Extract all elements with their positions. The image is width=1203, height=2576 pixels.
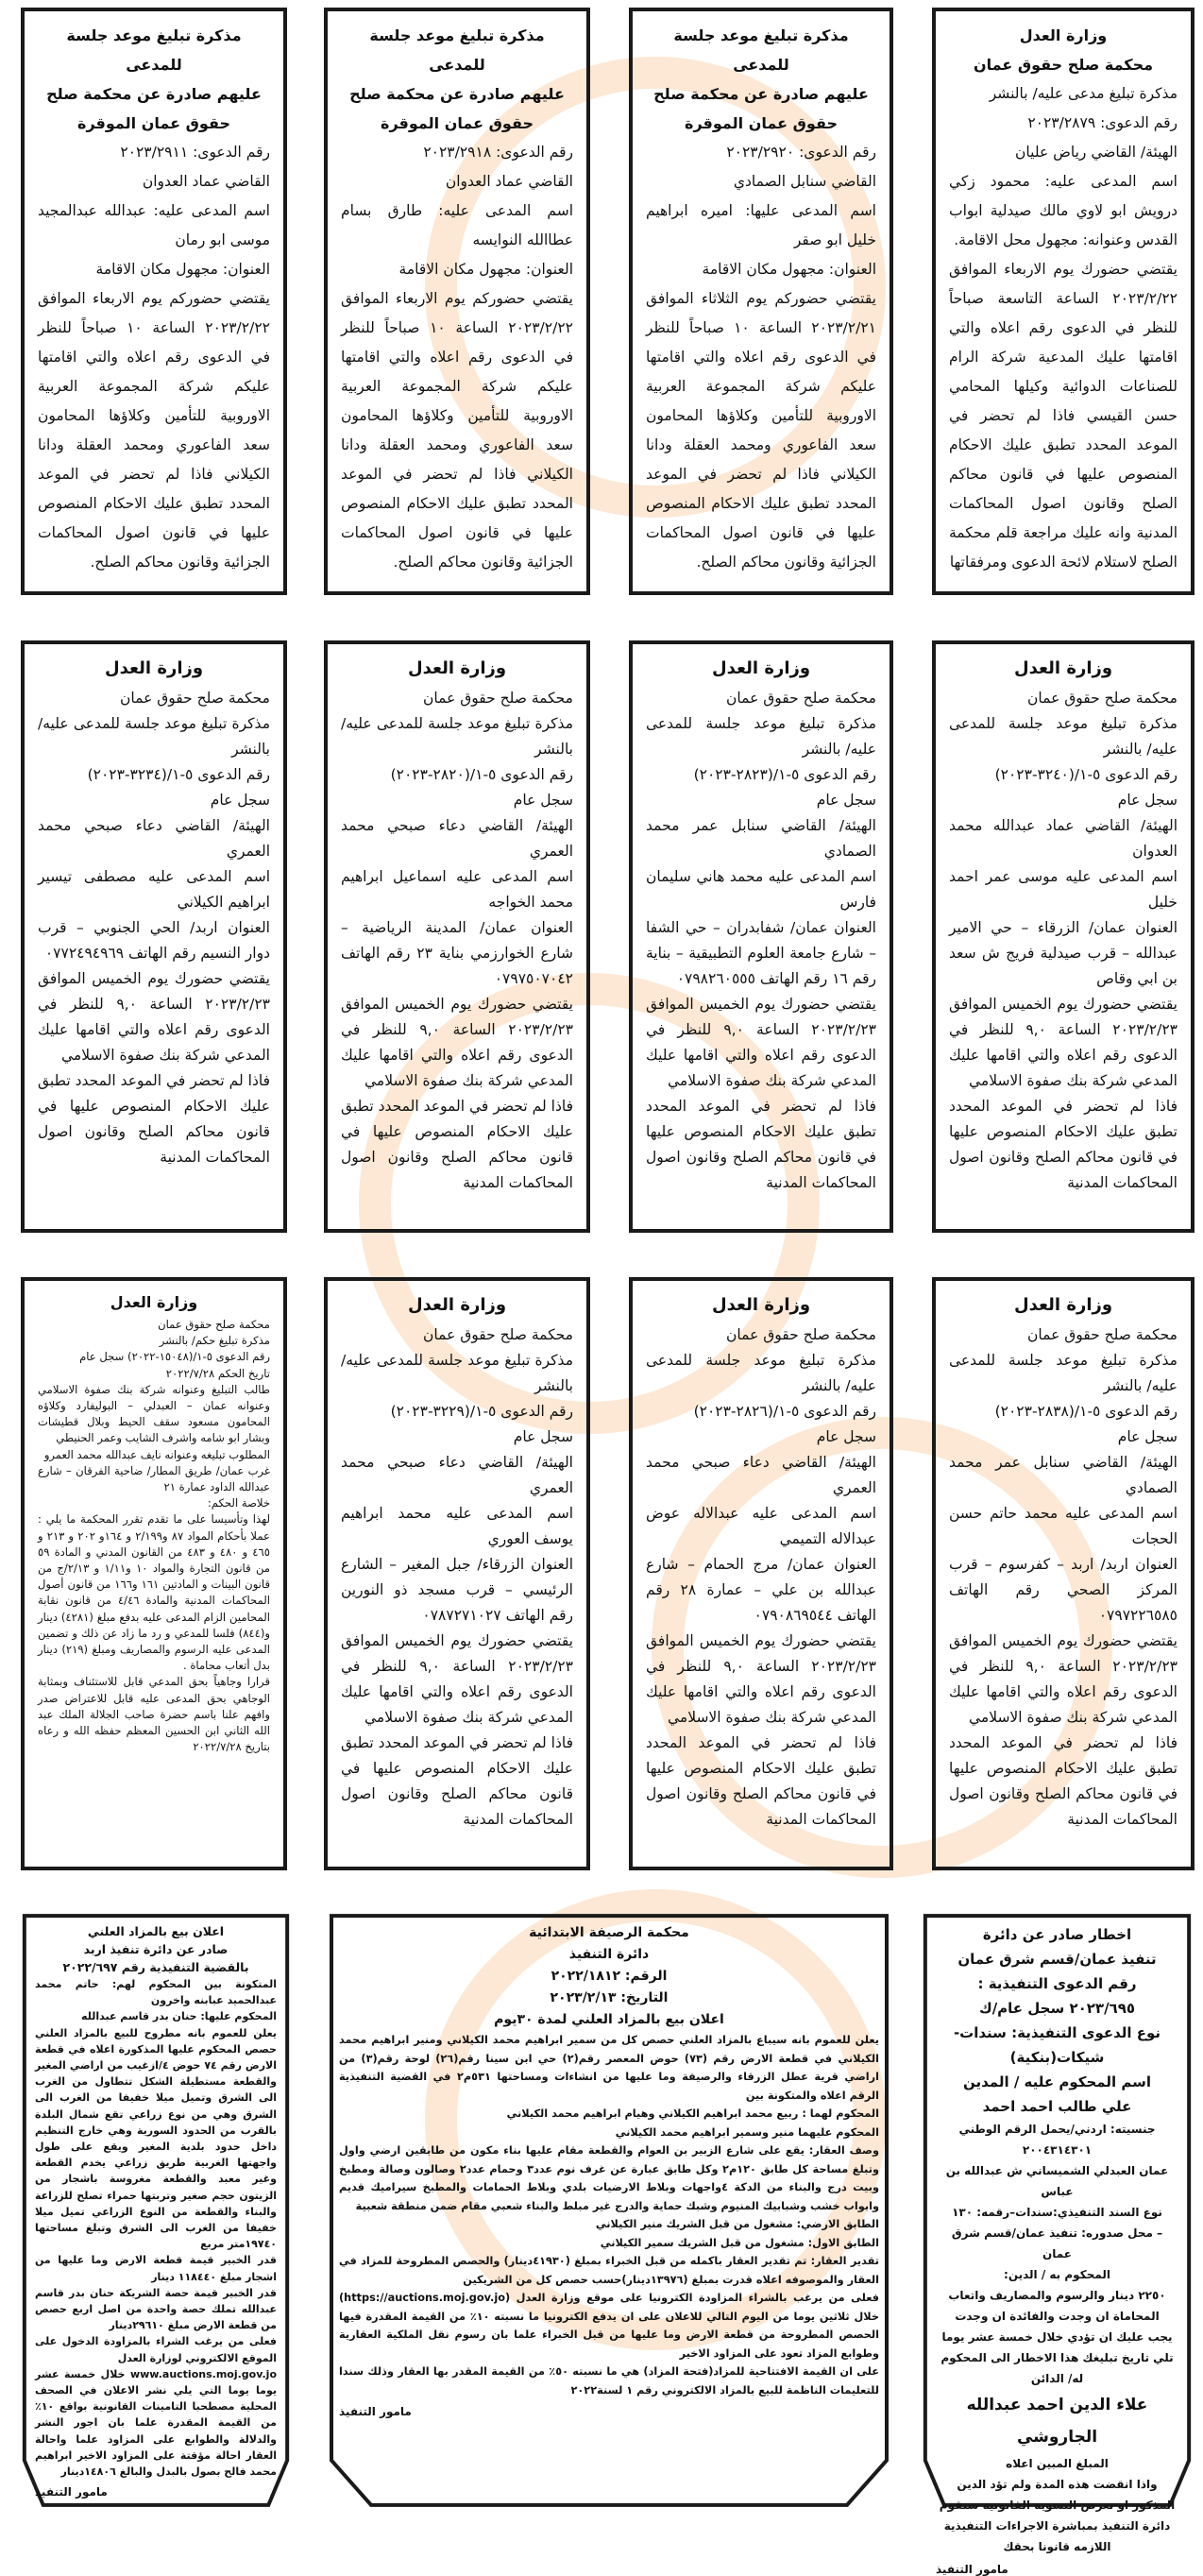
notice-paragraph: ٢٢٥٠ دينار والرسوم والمصاريف واتعاب المحاماة ان وجدت والفائدة ان وجدت [948, 2289, 1166, 2323]
notice-heading: وزارة العدل [1019, 26, 1108, 44]
notice-paragraph: الهيئة/ القاضي دعاء صبحي محمد العمري [38, 817, 270, 860]
notice-heading: مذكرة تبليغ موعد جلسة للمدعى [673, 26, 849, 74]
notice-paragraph: تقدير العقار: تم تقدير العقار باكمله من قبل الخبراء بمبلغ (٤١٩٣٠دينار) والحصص المطروحة للمزاد في العقار والموصوفه اعلاه قدرت بمبلغ (١٣٩٧٦دينار)حسب حصص كل من الشريكين [339, 2255, 879, 2286]
notice-paragraph: اسم المدعى عليه محمد هاني سليمان فارس [646, 868, 876, 911]
notice-heading: محكمة صلح حقوق عمان [973, 56, 1154, 74]
notice-paragraph: رقم الدعوى ٥-١/(١٥٠٤٨-٢٠٢٢) سجل عام [79, 1350, 270, 1364]
notice-paragraph: مذكرة تبليغ موعد جلسة للمدعى عليه/ بالنشر [646, 715, 876, 758]
notice-paragraph: يقتضي حضوركم يوم الاربعاء الموافق ٢٠٢٣/٢/٢٢ الساعة ١٠ صباحاً للنظر في الدعوى رقم اعلاه والتي اقامتها عليكم شركة المجموعة العربية الاوروبية للتأمين وكلاؤها المحامون سعد الفاعوري ومحمد العقلة ودانا الكيلاني فاذا لم تحضر في الموعد المحدد تطبق عليك الاحكام المنصوص عليها في قانون اصول المحاكمات الجزائية وقانون محاكم الصلح. [38, 290, 270, 571]
notice-paragraph: العنوان عمان/ المدينة الرياضية – شارع الخوارزمي بناية ٢٣ رقم الهاتف ٠٧٩٧٥٠٧٠٤٢ [341, 919, 573, 987]
notice-paragraph: مذكرة تبليغ موعد جلسة للمدعى عليه/ بالنشر [646, 1352, 876, 1394]
notice-paragraph: اسم المدعى عليه موسى عمر احمد خليل [949, 868, 1178, 911]
notice-paragraph: المتكونة بين المحكوم لهم: حاتم محمد عبدالحميد عبابنه واخرون [35, 1978, 277, 2007]
notice-paragraph: www.auctions.moj.gov.jo خلال خمسة عشر يوما يوما التي يلي نشر الاعلان في الصحف المحلية مصطحبا التامينات القانونية بواقع ١٠٪ من القيمة المقدرة علما بان اجور النشر والدلالة والطوابع على المزاود علما واحالة العقار احالة مؤقتة على المزاود الاخير ابراهيم محمد فالح بصول بالبدل والبالغ ١٤٨٠٦دينار [35, 2367, 277, 2479]
notice-paragraph: – محل صدوره: تنفيذ عمان/قسم شرق عمان [951, 2226, 1163, 2260]
notice-paragraph: العنوان عمان/ شفابدران – حي الشفا – شارع جامعة العلوم التطبيقية – بناية رقم ١٦ رقم الهاتف ٠٧٩٨٢٦٠٥٥٥ [646, 919, 876, 987]
notice-paragraph: القاضي عماد العدوان [142, 173, 270, 190]
notice-heading: مذكرة تبليغ موعد جلسة للمدعى [66, 26, 242, 74]
notice-box-r2c3 [629, 640, 893, 1233]
notice-paragraph: الهيئة/ القاضي دعاء صبحي محمد العمري [646, 1454, 876, 1496]
notice-paragraph: العنوان: مجهول مكان الاقامة [398, 261, 573, 278]
notice-heading: محكمة الرصيفة الابتدائية [529, 1925, 689, 1940]
notice-content [949, 1290, 1178, 1833]
notice-paragraph: فعلى من يرغب الشراء بالمزاودة الدخول على الموقع الالكتروني لوزارة العدل [35, 2335, 277, 2364]
notice-paragraph: يجب عليك ان تؤدي خلال خمسة عشر يوما تلي تاريخ تبليغك هذا الاخطار الى المحكوم له/ الدائن [940, 2330, 1174, 2385]
notice-box-r1c2 [324, 8, 590, 595]
notice-paragraph: يقتضي حضوركم يوم الاربعاء الموافق ٢٠٢٣/٢/٢٢ الساعة ١٠ صباحاً للنظر في الدعوى رقم اعلاه والتي اقامتها عليكم شركة المجموعة العربية الاوروبية للتأمين وكلاؤها المحامون سعد الفاعوري ومحمد العقلة ودانا الكيلاني فاذا لم تحضر في الموعد المحدد تطبق عليك الاحكام المنصوص عليها في قانون اصول المحاكمات الجزائية وقانون محاكم الصلح. [341, 290, 573, 571]
notice-paragraph: اسم المدعى عليه محمد حاتم حسن الحجات [949, 1505, 1178, 1547]
notice-heading: وزارة العدل [104, 658, 204, 678]
notice-paragraph: اسم المدعى عليها: اميره ابراهيم خليل ابو صقر [646, 202, 876, 248]
notice-paragraph: سجل عام [513, 792, 573, 809]
notice-box-r1c3 [629, 8, 893, 595]
notice-paragraph: وصف العقار: يقع على شارع الزبير بن العوام والقطعة مقام عليها بناء مكون من طابقين ارضي واول وتبلغ مساحة كل طابق ١٢٠م٢ وكل طابق عبارة عن غرف نوم عدد٣ وحمام عدد٢ وصالون وصالة ومطبخ وبيت درج والبناء من الدكة ٤واجهات وبلاط الارضيات بلدي وبلاط الحمامات والمطبخ سيراميك قديم وابواب خشب وشبابيك المنيوم وشبك حماية والدرج غير مبلط والبناء شعبي مقام ضمن منطقة شعبية [339, 2144, 879, 2212]
notice-heading: حقوق عمان الموقرة [685, 114, 838, 132]
notice-paragraph: الهيئة/ القاضي سنابل عمر محمد الصمادي [646, 817, 876, 860]
notice-heading: ٢٠٢٣/٦٩٥ سجل عام/ك [978, 2000, 1136, 2017]
notice-paragraph: المطلوب تبليغه وعنوانه نايف عبدالله محمد العمرو [43, 1447, 270, 1461]
notice-content [38, 21, 270, 577]
notice-heading: صادر عن دائرة تنفيذ اربد [83, 1942, 229, 1956]
notice-box-r3c1 [21, 1277, 287, 1870]
notice-paragraph: الهيئة/ القاضي عماد عبدالله محمد العدوان [949, 817, 1178, 860]
notice-paragraph: اسم المدعى عليه محمد ابراهيم يوسف العوري [341, 1505, 573, 1547]
notice-content [341, 1290, 573, 1833]
notice-heading: وزارة العدل [407, 658, 507, 678]
notice-paragraph: رقم الدعوى: ٢٠٢٣/٢٩١١ [120, 144, 270, 161]
notice-paragraph: مذكرة تبليغ حكم/ بالنشر [159, 1334, 270, 1348]
notice-paragraph: واذا انقضت هذه المدة ولم تؤد الدين المذكور او تعرض التسويه القانونية ستقوم دائرة التنفيذ بمباشرة الاجراءات التنفيذية اللازمه قانونا بحقك [939, 2478, 1176, 2553]
notice-paragraph: فاذا لم تحضر في الموعد المحدد تطبق عليك الاحكام المنصوص عليها في قانون محاكم الصلح وقانون اصول المحاكمات المدنية [949, 1098, 1178, 1191]
notice-paragraph: سجل عام [816, 1428, 876, 1445]
notice-heading: وزارة العدل [1013, 658, 1113, 678]
notice-paragraph: خلاصة الحكم: [207, 1496, 270, 1510]
notice-heading: وزارة العدل [110, 1293, 198, 1311]
notice-paragraph: يقتضي حضورك يوم الاربعاء الموافق ٢٠٢٣/٢/٢٢ الساعة التاسعة صباحاً للنظر في الدعوى رقم اعلاه والتي اقامتها عليك المدعية شركة الرام للصناعات الدوائية وكيلها المحامي حسن القيسي فاذا لم تحضر في الموعد المحدد تطبق عليك الاحكام المنصوص عليها في قانون محاكم الصلح وقانون اصول المحاكمات المدنية وانه عليك مراجعة قلم محكمة الصلح لاستلام لائحة الدعوى ومرفقاتها [949, 261, 1178, 571]
notice-paragraph: محكمة صلح حقوق عمان [423, 1326, 573, 1343]
notice-paragraph: القاضي سنابل الصمادي [733, 173, 876, 190]
notice-paragraph: القاضي عماد العدوان [445, 173, 573, 190]
notice-paragraph: يعلن للعموم بانه مطروح للبيع بالمزاد العلني حصص المحكوم عليها المذكورة اعلاه في قطعة الارض رقم ٧٤ حوض ٤/ازغيب من اراضي المغير والقطعة مستطيلة الشكل تتطاول من الغرب الى الشرق وتميل ميلا خفيفا من الغرب الى الشرق وهي من نوع زراعي تقع شمال البلدة بالقرب من الحدود السورية وهي خارج التنظيم داخل حدود بلدية المغير ويقع على طول واجهتها الغربية طريق زراعي يخدم القطعة وغير معبد والقطعة مغروسة باشجار من الزيتون حجم صغير وتربتها حمراء تصلح للزراعة والبناء والقطعة من النوع الزراعي تميل ميلا خفيفا من الغرب الى الشرق وتبلغ مساحتها ١٩٧٤٠متر مربع [35, 2026, 278, 2251]
notice-paragraph: رقم الدعوى: ٢٠٢٣/٢٩٢٠ [726, 144, 876, 161]
notice-paragraph: يقتضي حضورك يوم الخميس الموافق ٢٠٢٣/٢/٢٣ الساعة ٩,٠ للنظر في الدعوى رقم اعلاه والتي اقامها عليك المدعي شركة بنك صفوة الاسلامي [646, 1632, 876, 1726]
notice-paragraph: العنوان عمان/ الزرقاء – حي الامير عبدالله – قرب صيدلية فريج ش سعد بن ابي وقاص [949, 919, 1178, 987]
notice-paragraph: فاذا لم تحضر في الموعد المحدد تطبق عليك الاحكام المنصوص عليها في قانون محاكم الصلح وقانون اصول المحاكمات المدنية [646, 1098, 876, 1191]
notice-paragraph: محكمة صلح حقوق عمان [1027, 1326, 1178, 1343]
notice-paragraph: رقم الدعوى ٥-١/(٢٨٢٠-٢٠٢٣) [390, 766, 573, 783]
notice-box-r4r [923, 1913, 1192, 2576]
notice-footer-signature: مامور التنفيذ [339, 2405, 412, 2418]
notice-content [38, 1290, 270, 1755]
notice-paragraph: المحكوم عليها: حنان بدر قاسم عبدالله [81, 2010, 277, 2023]
notice-paragraph: يقتضي حضورك يوم الخميس الموافق ٢٠٢٣/٢/٢٣ الساعة ٩,٠ للنظر في الدعوى رقم اعلاه والتي اقامها عليك المدعي شركة بنك صفوة الاسلامي [949, 996, 1178, 1089]
notice-box-r4m [326, 1913, 892, 2508]
notice-paragraph: يعلن للعموم بانه سيباع بالمزاد العلني حصص كل من سمير ابراهيم محمد الكيلاني ومنير ابراهيم محمد الكيلاني في قطعة الارض رقم (٧٣) حوض المعصر رقم(٢) حي ابن سينا رقم(٢٦) لوحة رقم(٣) من اراضي قرية عطل الزرقاء والرصيفة وما عليها من انشاءات ومساحتها ٥٣١م٢ في القضية التنفيذية الرقم اعلاه والمتكونة بين [339, 2034, 879, 2102]
notice-paragraph: الهيئة/ القاضي سنابل عمر محمد الصمادي [949, 1454, 1178, 1496]
notice-paragraph: اسم المدعى عليه مصطفى تيسير ابراهيم الكيلاني [38, 868, 270, 911]
notice-box-r2c1 [21, 640, 287, 1233]
notice-content [936, 1922, 1178, 2576]
notice-paragraph: المحكوم به / الدين: [1004, 2268, 1110, 2281]
notice-paragraph: رقم الدعوى ٥-١/(٣٢٢٩-٢٠٢٣) [390, 1403, 573, 1420]
notice-paragraph: يقتضي حضورك يوم الخميس الموافق ٢٠٢٣/٢/٢٣ الساعة ٩,٠ للنظر في الدعوى رقم اعلاه والتي اقامها عليك المدعي شركة بنك صفوة الاسلامي [341, 1632, 573, 1726]
notice-paragraph: مذكرة تبليغ موعد جلسة للمدعى عليه/ بالنشر [38, 715, 270, 758]
notice-paragraph: رقم الدعوى ٥-١/(٢٨٢٦-٢٠٢٣) [693, 1403, 876, 1420]
notice-paragraph: المحكوم عليهما منير وسمير ابراهيم محمد الكيلاني [615, 2125, 879, 2139]
notice-box-r2c2 [324, 640, 590, 1233]
notice-paragraph: محكمة صلح حقوق عمان [120, 690, 270, 707]
notice-heading: وزارة العدل [407, 1295, 507, 1315]
notice-paragraph: جنسيته: اردني/يحمل الرقم الوطني ٢٠٠٤٣١٤٣٠١ [958, 2123, 1156, 2157]
notice-content [646, 21, 876, 577]
notice-paragraph: يقتضي حضورك يوم الخميس الموافق ٢٠٢٣/٢/٢٣ الساعة ٩,٠ للنظر في الدعوى رقم اعلاه والتي اقامها عليك المدعي شركة بنك صفوة الاسلامي [949, 1632, 1178, 1726]
notice-footer-signature: مامور التنفيذ [35, 2485, 108, 2499]
notice-content [38, 654, 270, 1170]
notice-paragraph: مذكرة تبليغ موعد جلسة للمدعى عليه/ بالنشر [949, 1352, 1178, 1394]
notice-paragraph: سجل عام [1117, 1428, 1178, 1445]
notice-paragraph: الهيئة/ القاضي رياض عليان [1015, 144, 1178, 161]
notice-paragraph: سجل عام [210, 792, 270, 809]
notice-paragraph: اسم المدعى عليه: طارق بسام عطاالله النوايسه [341, 202, 573, 248]
notice-paragraph: رقم الدعوى ٥-١/(٢٨٣٨-٢٠٢٣) [994, 1403, 1178, 1420]
notice-heading: عليهم صادرة عن محكمة صلح [653, 85, 869, 103]
notice-heading: اعلان بيع بالمزاد العلني لمدة ٣٠يوم [494, 2012, 724, 2027]
notice-heading: وزارة العدل [711, 658, 811, 678]
notice-paragraph: الطابق الاول: مشغول من قبل الشريك سمير الكيلاني [600, 2236, 879, 2249]
notice-box-r4l [22, 1913, 290, 2508]
notice-paragraph: لهذا وتأسيسا على ما تقدم تقرر المحكمة ما يلي : عملا بأحكام المواد ٨٧ و٢/١٩٩ و ١٦٤و ٢٠٢ و ٢١٣ و ٤٦٥ و ٤٨٠ و ٤٨٣ من القانون المدني و المادة ٥٩ من قانون التجارة والمواد ١٠ و١/١١ و ٢/١٣/ج من قانون البينات و المادتين ١٦١ و١٦٦ من قانون أصول المحاكمات المدنية والمادة ٤/٤٦ من قانون نقابة المحامين الزام المدعى عليه بدفع مبلغ (٤٢٨١) دينار و(٨٤٤) فلسا للمدعي و رد ما زاد عن ذلك و تضمين المدعى عليه الرسوم والمصاريف ومبلغ (٢١٩) دينار بدل أتعاب محاماة . [38, 1512, 270, 1673]
notice-paragraph: العنوان الزرقاء/ جبل المغير – الشارع الرئيسي – قرب مسجد ذو النورين رقم الهاتف ٠٧٨٧٢٧١٠٢٧ [341, 1556, 573, 1624]
notice-heading: الرقم: ٢٠٢٢/١٨١٢ [551, 1969, 668, 1984]
notice-paragraph: يقتضي حضوركم يوم الثلاثاء الموافق ٢٠٢٣/٢/٢١ الساعة ١٠ صباحاً للنظر في الدعوى رقم اعلاه والتي اقامتها عليكم شركة المجموعة العربية الاوروبية للتأمين وكلاؤها المحامون سعد الفاعوري ومحمد العقلة ودانا الكيلاني فاذا لم تحضر في الموعد المحدد تطبق عليك الاحكام المنصوص عليها في قانون اصول المحاكمات الجزائية وقانون محاكم الصلح. [646, 290, 876, 571]
notice-paragraph: الطابق الارضي: مشغول من قبل الشريك منير الكيلاني [595, 2218, 879, 2230]
notice-paragraph: فعلى من يرغب بالشراء المزاودة الكترونيا على موقع وزارة العدل (https://auctions.moj.gov.jo) خلال ثلاثين يوما من اليوم التالي للاعلان على ان يدفع الكترونيا ما نسبته ١٠٪ من القيمة المقدرة فيها الحصص المطروحة من قطعة الارض وما عليها من قبل الخبراء علما بان رسوم نقل الملكية العقارية وطوابع المزاد تعود على المزاود الاخير [339, 2292, 879, 2360]
notice-paragraph: العنوان عمان/ مرج الحمام – شارع عبدالله بن علي – عمارة ٢٨ رقم الهاتف ٠٧٩٠٨٦٩٥٤٤ [646, 1556, 876, 1624]
notice-heading: تنفيذ عمان/قسم شرق عمان [957, 1951, 1157, 1968]
notice-heading: وزارة العدل [711, 1295, 811, 1315]
notice-content [339, 1922, 879, 2418]
notice-paragraph: محكمة صلح حقوق عمان [726, 690, 876, 707]
notice-heading: اسم المحكوم عليه / المدين [963, 2073, 1151, 2090]
notice-box-r3c4 [932, 1277, 1195, 1870]
notice-paragraph: رقم الدعوى ٥-١/(٣٢٣٤-٢٠٢٣) [87, 766, 270, 783]
notice-paragraph: على ان القيمة الافتتاحية للمزاد(فتحة المزاد) هي ما نسبته ٥٠٪ من القيمة المقدر بها العقار وذلك سندا للتعليمات الناظمة للبيع بالمزاد الالكتروني رقم ١ لسنة٢٠٢٢ [339, 2365, 879, 2397]
notice-heading: عليهم صادرة عن محكمة صلح [349, 85, 565, 103]
notice-heading: رقم الدعوى التنفيذية : [977, 1975, 1137, 1992]
notice-paragraph: فاذا لم تحضر في الموعد المحدد تطبق عليك الاحكام المنصوص عليها في قانون محاكم الصلح وقانون اصول المحاكمات المدنية [38, 1072, 270, 1166]
notice-paragraph: فاذا لم تحضر في الموعد المحدد تطبق عليك الاحكام المنصوص عليها في قانون محاكم الصلح وقانون اصول المحاكمات المدنية [341, 1098, 573, 1191]
notice-paragraph: اسم المدعى عليه: محمود زكي درويش ابو لاوي مالك صيدلية ابواب القدس وعنوانه: مجهول محل الاقامة. [949, 173, 1178, 248]
notice-paragraph: مذكرة تبليغ موعد جلسة للمدعى عليه/ بالنشر [341, 715, 573, 758]
notice-box-r3c3 [629, 1277, 893, 1870]
notice-heading: حقوق عمان الموقرة [381, 114, 534, 132]
signatory-name: علاء الدين احمد عبدالله الجاروشي [966, 2396, 1148, 2447]
notice-paragraph: المحكوم لهما : ربيع محمد ابراهيم الكيلاني وهيام ابراهيم محمد الكيلاني [506, 2107, 879, 2120]
notice-content [646, 1290, 876, 1833]
notice-paragraph: الهيئة/ القاضي دعاء صبحي محمد العمري [341, 817, 573, 860]
notice-paragraph: قرارا وجاهياً بحق المدعي قابل للاستئناف وبمثابة الوجاهي بحق المدعى عليه قابل للاعتراض صدر وافهم علنا باسم حضرة صاحب الجلالة الملك عبد الله الثاني ابن الحسين المعظم حفظه الله و رعاه بتاريخ ٢٠٢٢/٧/٢٨ [38, 1675, 270, 1754]
notice-box-r2c4 [932, 640, 1195, 1233]
notice-paragraph: فاذا لم تحضر في الموعد المحدد تطبق عليك الاحكام المنصوص عليها في قانون محاكم الصلح وقانون اصول المحاكمات المدنية [341, 1734, 573, 1828]
notice-heading: بالقضية التنفيذية رقم ٢٠٢٢/٦٩٧ [62, 1960, 249, 1974]
notice-heading: حقوق عمان الموقرة [77, 114, 230, 132]
notice-paragraph: رقم الدعوى: ٢٠٢٣/٢٩١٨ [423, 144, 573, 161]
notice-box-r1c4 [932, 8, 1195, 595]
notice-heading: التاريخ: ٢٠٢٣/٢/١٣ [550, 1990, 669, 2005]
notice-paragraph: محكمة صلح حقوق عمان [1027, 690, 1178, 707]
notice-paragraph: فاذا لم تحضر في الموعد المحدد تطبق عليك الاحكام المنصوص عليها في قانون محاكم الصلح وقانون اصول المحاكمات المدنية [646, 1734, 876, 1828]
notice-footer-signature: مامور التنفيذ [936, 2563, 1008, 2576]
notice-paragraph: تاريخ الحكم ٢٠٢٢/٧/٢٨ [165, 1366, 270, 1380]
notice-content [949, 21, 1178, 577]
notice-box-r1c1 [21, 8, 287, 595]
notice-heading: وزارة العدل [1013, 1295, 1113, 1315]
notice-content [949, 654, 1178, 1196]
notice-paragraph: غرب عمان/ طريق المطار/ ضاحية الفرقان – شارع عبدالله الداود عمارة ٢١ [38, 1463, 270, 1494]
notice-heading: مذكرة تبليغ موعد جلسة للمدعى [369, 26, 545, 74]
notice-paragraph: طالب التبليغ وعنوانه شركة بنك صفوة الاسلامي وعنوانه عمان – العبدلي – البوليفارد وكلاؤه المحامون مسعود سقف الحيط وبلال قطيشات وبشار ابو شامه واشرف الشايب وعمر الحنيطي [38, 1382, 270, 1445]
notice-paragraph: يقتضي حضورك يوم الخميس الموافق ٢٠٢٣/٢/٢٣ الساعة ٩,٠ للنظر في الدعوى رقم اعلاه والتي اقامها عليك المدعي شركة بنك صفوة الاسلامي [38, 970, 270, 1064]
notice-content [35, 1922, 277, 2499]
notice-paragraph: يقتضي حضورك يوم الخميس الموافق ٢٠٢٣/٢/٢٣ الساعة ٩,٠ للنظر في الدعوى رقم اعلاه والتي اقامها عليك المدعي شركة بنك صفوة الاسلامي [646, 996, 876, 1089]
notice-paragraph: محكمة صلح حقوق عمان [726, 1326, 876, 1343]
notice-content [341, 21, 573, 577]
notice-paragraph: نوع السند التنفيذي:سندات–رقمه: ١٣٠ [952, 2206, 1162, 2219]
notice-paragraph: اسم المدعى عليه: عبدالله عبدالمجيد موسى ابو رمان [38, 202, 270, 248]
notice-heading: اعلان بيع بالمزاد العلني [87, 1924, 225, 1938]
notice-paragraph: المبلغ المبين اعلاه [1006, 2457, 1109, 2470]
notice-paragraph: مذكرة تبليغ مدعى عليه/ بالنشر [989, 85, 1178, 102]
notice-heading: عليهم صادرة عن محكمة صلح [46, 85, 262, 103]
notice-paragraph: رقم الدعوى ٥-١/(٣٢٤٠-٢٠٢٣) [994, 766, 1178, 783]
notice-paragraph: قدر الخبير قيمة قطعة الارض وما عليها من اشجار مبلغ ١١٨٤٤٠ دينار [35, 2254, 277, 2283]
notice-paragraph: العنوان: مجهول مكان الاقامة [95, 261, 270, 278]
notice-paragraph: عمان العبدلي الشميساني ش عبدالله بن عباس [945, 2164, 1169, 2198]
notice-heading: اخطار صادر عن دائرة [982, 1926, 1132, 1943]
notice-paragraph: محكمة صلح حقوق عمان [158, 1318, 270, 1331]
notice-paragraph: محكمة صلح حقوق عمان [423, 690, 573, 707]
notice-paragraph: قدر الخبير قيمة حصة الشريكة حنان بدر قاسم عبدالله تملك حصة واحدة من اصل اربع حصص من قطعة الارض مبلغ ٢٩٦١٠دينار [35, 2286, 277, 2332]
notice-paragraph: العنوان: مجهول مكان الاقامة [702, 261, 876, 278]
notice-heading: نوع الدعوى التنفيذية: سندات-شيكات(بنكية) [953, 2024, 1161, 2066]
notice-paragraph: رقم الدعوى ٥-١/(٢٨٢٣-٢٠٢٣) [693, 766, 876, 783]
notice-paragraph: يقتضي حضورك يوم الخميس الموافق ٢٠٢٣/٢/٢٣ الساعة ٩,٠ للنظر في الدعوى رقم اعلاه والتي اقامها عليك المدعي شركة بنك صفوة الاسلامي [341, 996, 573, 1089]
notice-content [341, 654, 573, 1196]
notice-paragraph: العنوان اربد/ الحي الجنوبي – قرب دوار النسيم رقم الهاتف ٠٧٧٢٤٩٤٩٦٩ [38, 919, 270, 962]
notice-paragraph: اسم المدعى عليه عبدالاله عوض عبدالاله التميمي [646, 1505, 876, 1547]
notice-box-r3c2 [324, 1277, 590, 1870]
notice-paragraph: سجل عام [513, 1428, 573, 1445]
notice-heading: دائرة التنفيذ [568, 1947, 650, 1962]
notice-paragraph: سجل عام [816, 792, 876, 809]
notice-paragraph: رقم الدعوى: ٢٠٢٣/٢٨٧٩ [1027, 114, 1178, 131]
notice-content [646, 654, 876, 1196]
notice-paragraph: العنوان اربد/ اربد – كفرسوم – قرب المركز الصحي رقم الهاتف ٠٧٩٧٢٢٦٥٨٥ [949, 1556, 1178, 1624]
notice-heading: علي طالب احمد احمد [982, 2098, 1132, 2115]
notice-paragraph: سجل عام [1117, 792, 1178, 809]
notice-paragraph: مذكرة تبليغ موعد جلسة للمدعى عليه/ بالنشر [949, 715, 1178, 758]
notice-paragraph: فاذا لم تحضر في الموعد المحدد تطبق عليك الاحكام المنصوص عليها في قانون محاكم الصلح وقانون اصول المحاكمات المدنية [949, 1734, 1178, 1828]
notice-paragraph: مذكرة تبليغ موعد جلسة للمدعى عليه/ بالنشر [341, 1352, 573, 1394]
notice-paragraph: الهيئة/ القاضي دعاء صبحي محمد العمري [341, 1454, 573, 1496]
notice-paragraph: اسم المدعى عليه اسماعيل ابراهيم محمد الخواجه [341, 868, 573, 911]
